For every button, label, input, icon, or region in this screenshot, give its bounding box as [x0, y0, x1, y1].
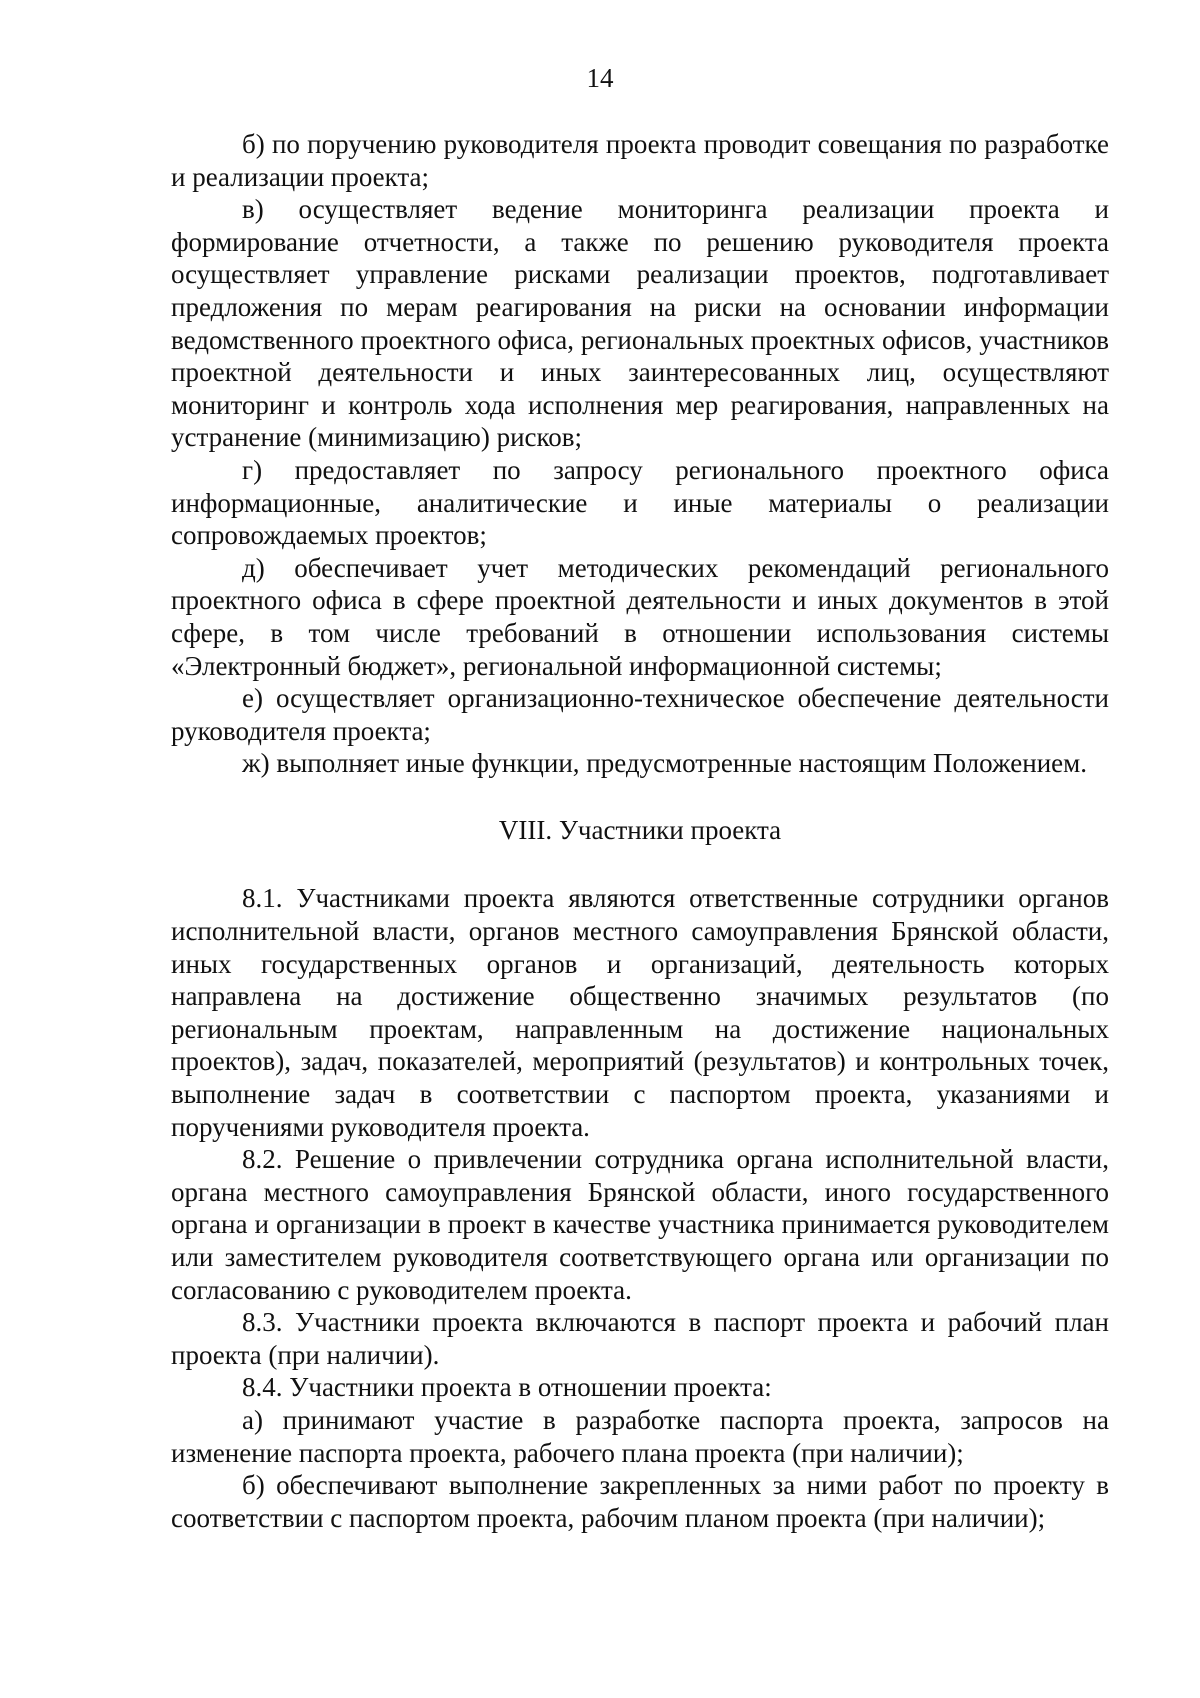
paragraph-8-1: 8.1. Участниками проекта являются ответственные сотрудники органов исполнительной власти, органов местного самоуправления Брянской области, иных государственных органов и организаций, деятельность которых направлена на достижение общественно значимых результатов (по региональным проектам, направленным на достижение национальных проектов), задач, показателей, мероприятий (результатов) и контрольных точек, выполнение задач в соответствии с паспортом проекта, указаниями и поручениями руководителя проекта.	[171, 883, 1109, 1142]
paragraph-zh-other-functions: ж) выполняет иные функции, предусмотренные настоящим Положением.	[242, 748, 1087, 779]
paragraph-8-2: 8.2. Решение о привлечении сотрудника органа исполнительной власти, органа местного самоуправления Брянской области, иного государственного органа и организации в проект в качестве участника принимается руководителем или заместителем руководителя соответствующего органа или организации по согласованию с руководителем проекта.	[171, 1144, 1109, 1305]
page-number: 14	[586, 63, 614, 93]
paragraph-e-support: е) осуществляет организационно-техническое обеспечение деятельности руководителя проекта;	[171, 683, 1109, 746]
section-heading: VIII. Участники проекта	[498, 814, 782, 845]
document-body	[171, 128, 1109, 1534]
paragraph-8-3: 8.3. Участники проекта включаются в паспорт проекта и рабочий план проекта (при наличии).	[171, 1307, 1109, 1370]
paragraph-g-materials: г) предоставляет по запросу регионального проектного офиса информационные, аналитические и иные материалы о реализации сопровождаемых проектов;	[171, 454, 1109, 551]
paragraph-8-4: 8.4. Участники проекта в отношении проекта:	[242, 1372, 772, 1403]
paragraph-b-meetings: б) по поручению руководителя проекта проводит совещания по разработке и реализации проекта;	[171, 129, 1109, 192]
paragraph-v-monitoring: в) осуществляет ведение мониторинга реализации проекта и формирование отчетности, а также по решению руководителя проекта осуществляет управление рисками реализации проектов, подготавливает предложения по мерам реагирования на риски на основании информации ведомственного проектного офиса, региональных проектных офисов, участников проектной деятельности и иных заинтересованных лиц, осуществляют мониторинг и контроль хода исполнения мер реагирования, направленных на устранение (минимизацию) рисков;	[171, 194, 1109, 453]
paragraph-8-4-b: б) обеспечивают выполнение закрепленных за ними работ по проекту в соответствии с паспортом проекта, рабочим планом проекта (при наличии);	[171, 1470, 1109, 1533]
paragraph-d-recommendations: д) обеспечивает учет методических рекомендаций регионального проектного офиса в сфере проектной деятельности и иных документов в этой сфере, в том числе требований в отношении использования системы «Электронный бюджет», региональной информационной системы;	[171, 552, 1109, 681]
paragraph-8-4-a: а) принимают участие в разработке паспорта проекта, запросов на изменение паспорта проекта, рабочего плана проекта (при наличии);	[171, 1404, 1109, 1468]
